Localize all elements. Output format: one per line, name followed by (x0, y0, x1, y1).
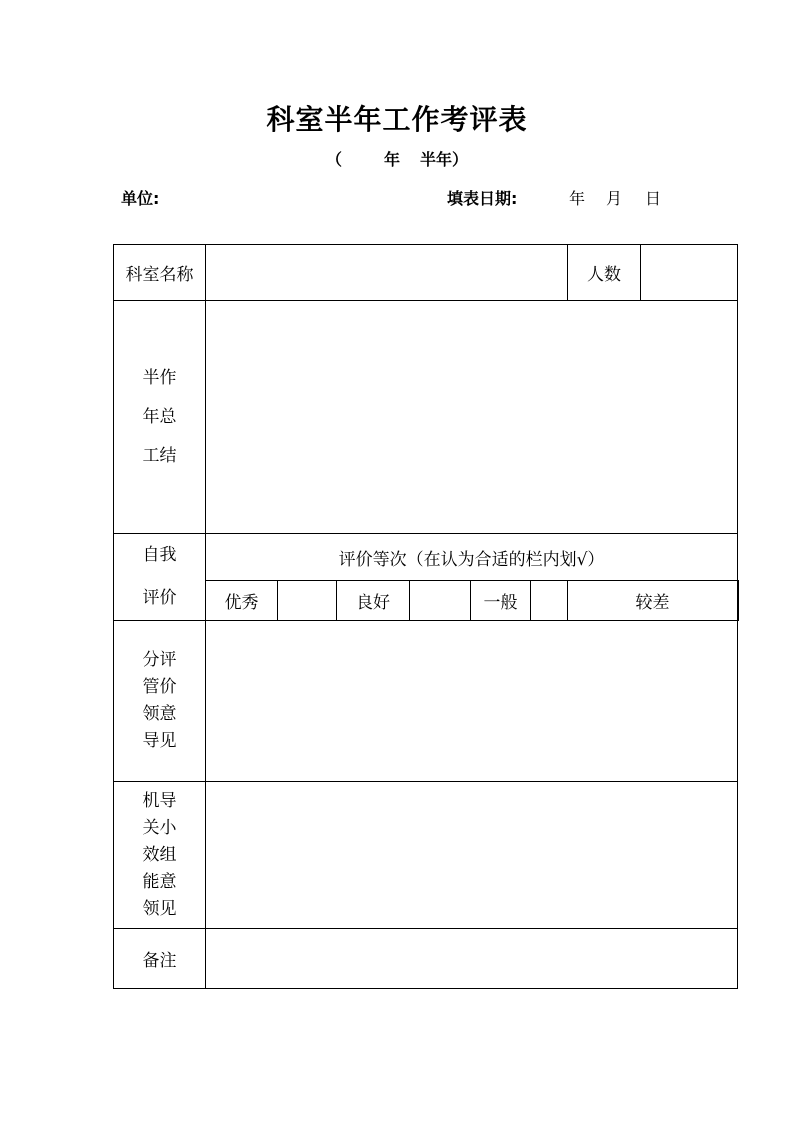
grade-header: 评价等次（在认为合适的栏内划√） (206, 534, 738, 581)
grade-poor: 较差 (568, 581, 738, 621)
dept-name-field[interactable] (206, 245, 568, 301)
grade-excellent: 优秀 (206, 581, 278, 621)
remarks-label: 备注 (114, 929, 206, 989)
leader-char: 管 (142, 677, 160, 697)
organ-char: 小 (159, 817, 177, 838)
grade-good-check[interactable] (410, 581, 471, 621)
leader-opinion-label (114, 621, 206, 782)
grade-poor-check[interactable] (738, 581, 739, 621)
summary-char: 作 (159, 367, 177, 388)
organ-opinion-row (114, 782, 739, 929)
leader-char: 分 (142, 650, 160, 670)
dept-name-label: 科室名称 (114, 245, 206, 301)
grade-good: 良好 (337, 581, 410, 621)
organ-char: 能 (142, 871, 160, 892)
grade-row (114, 581, 739, 621)
summary-char: 工 (142, 445, 160, 466)
leader-char: 导 (142, 731, 160, 751)
summary-row (114, 301, 739, 534)
headcount-label: 人数 (568, 245, 641, 301)
grade-excellent-check[interactable] (278, 581, 337, 621)
date-day: 日 (645, 189, 662, 208)
unit-label: 单位: (121, 189, 160, 208)
summary-field[interactable] (206, 301, 738, 534)
dept-row (114, 245, 739, 301)
summary-char: 结 (159, 445, 177, 466)
organ-char: 见 (159, 898, 177, 919)
remarks-field[interactable] (206, 929, 738, 989)
organ-opinion-label (114, 782, 206, 929)
self-eval-line1: 自我 (142, 545, 177, 565)
organ-char: 机 (142, 790, 160, 811)
evaluation-table (113, 244, 739, 989)
organ-char: 关 (142, 817, 160, 838)
leader-char: 见 (159, 731, 177, 751)
organ-opinion-field[interactable] (206, 782, 738, 929)
leader-char: 评 (159, 650, 177, 670)
organ-char: 效 (142, 844, 160, 865)
date-year: 年 (569, 189, 586, 208)
subtitle-half-year: 半年） (420, 150, 469, 169)
fill-date-label: 填表日期: (447, 189, 518, 208)
summary-char: 半 (142, 367, 160, 388)
self-eval-line2: 评价 (142, 588, 177, 608)
self-eval-label (114, 534, 206, 621)
leader-char: 意 (159, 704, 177, 724)
subtitle-year: 年 (384, 150, 401, 169)
organ-char: 组 (159, 844, 177, 865)
grade-average-check[interactable] (531, 581, 568, 621)
grade-header-row (114, 534, 739, 581)
form-title: 科室半年工作考评表 (266, 103, 528, 136)
date-month: 月 (606, 189, 623, 208)
organ-char: 领 (142, 898, 160, 919)
summary-char: 总 (159, 406, 177, 427)
leader-opinion-field[interactable] (206, 621, 738, 782)
organ-char: 导 (159, 790, 177, 811)
grade-average: 一般 (471, 581, 531, 621)
headcount-field[interactable] (641, 245, 738, 301)
subtitle-open-paren: （ (326, 150, 343, 169)
summary-label (114, 301, 206, 534)
leader-char: 领 (142, 704, 160, 724)
organ-char: 意 (159, 871, 177, 892)
summary-char: 年 (142, 406, 160, 427)
remarks-row (114, 929, 739, 989)
leader-opinion-row (114, 621, 739, 782)
leader-char: 价 (159, 677, 177, 697)
